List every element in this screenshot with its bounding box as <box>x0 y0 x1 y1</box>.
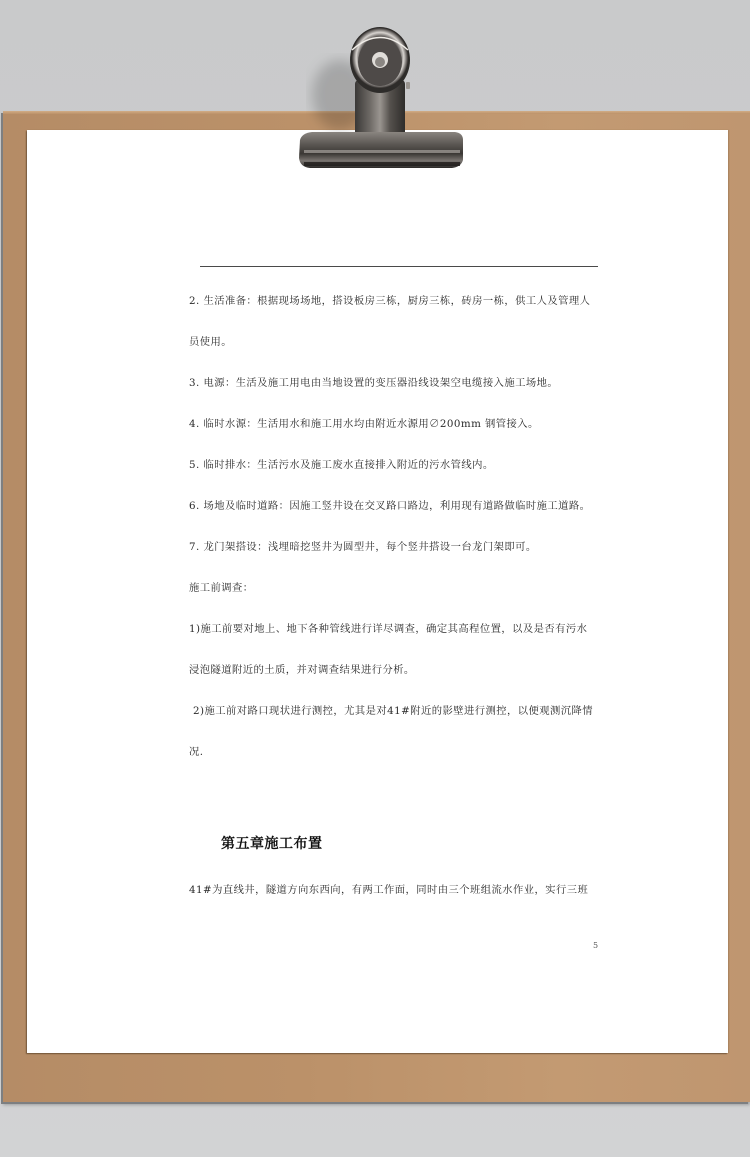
page-number: 5 <box>593 941 599 950</box>
paragraph-drainage <box>189 445 614 486</box>
paragraph-line: 4. 临时水源：生活用水和施工用水均由附近水源用∅200mm 钢管接入。 <box>189 418 539 430</box>
paragraph-line: 员使用。 <box>189 336 232 348</box>
paragraph-line: 况. <box>189 746 204 758</box>
paragraph-gantry <box>189 527 614 568</box>
paragraph-water-source <box>189 404 614 445</box>
paragraph-line: 6. 场地及临时道路：因施工竖井设在交叉路口路边，利用现有道路做临时施工道路。 <box>189 500 591 512</box>
paragraph-line: 3. 电源：生活及施工用电由当地设置的变压器沿线设架空电缆接入施工场地。 <box>189 377 559 389</box>
paragraph-power <box>189 363 614 404</box>
paragraph-line: 1)施工前要对地上、地下各种管线进行详尽调查，确定其高程位置，以及是否有污水 <box>189 623 588 635</box>
paragraph-line: 2)施工前对路口现状进行测控，尤其是对41#附近的影壁进行测控，以便观测沉降情 <box>193 705 593 717</box>
paragraph-survey-2 <box>189 691 614 773</box>
paragraph-survey-heading <box>189 568 614 609</box>
paragraph-chapter-intro <box>189 870 614 911</box>
paragraph-line: 41#为直线井，隧道方向东西向，有两工作面，同时由三个班组流水作业，实行三班 <box>189 884 589 896</box>
paragraph-living-prep <box>189 281 614 363</box>
chapter-heading: 第五章施工布置 <box>221 836 323 852</box>
paragraph-line: 浸泡隧道附近的土质，并对调查结果进行分析。 <box>189 664 415 676</box>
paragraph-survey-1 <box>189 609 614 691</box>
paragraph-line: 7. 龙门架搭设：浅埋暗挖竖井为圆型井，每个竖井搭设一台龙门架即可。 <box>189 541 537 553</box>
header-rule <box>200 266 598 267</box>
paragraph-line: 2. 生活准备：根据现场场地，搭设板房三栋，厨房三栋，砖房一栋，供工人及管理人 <box>189 295 591 307</box>
paragraph-line: 施工前调查： <box>189 582 254 594</box>
paragraph-line: 5. 临时排水：生活污水及施工废水直接排入附近的污水管线内。 <box>189 459 494 471</box>
paragraph-roads <box>189 486 614 527</box>
